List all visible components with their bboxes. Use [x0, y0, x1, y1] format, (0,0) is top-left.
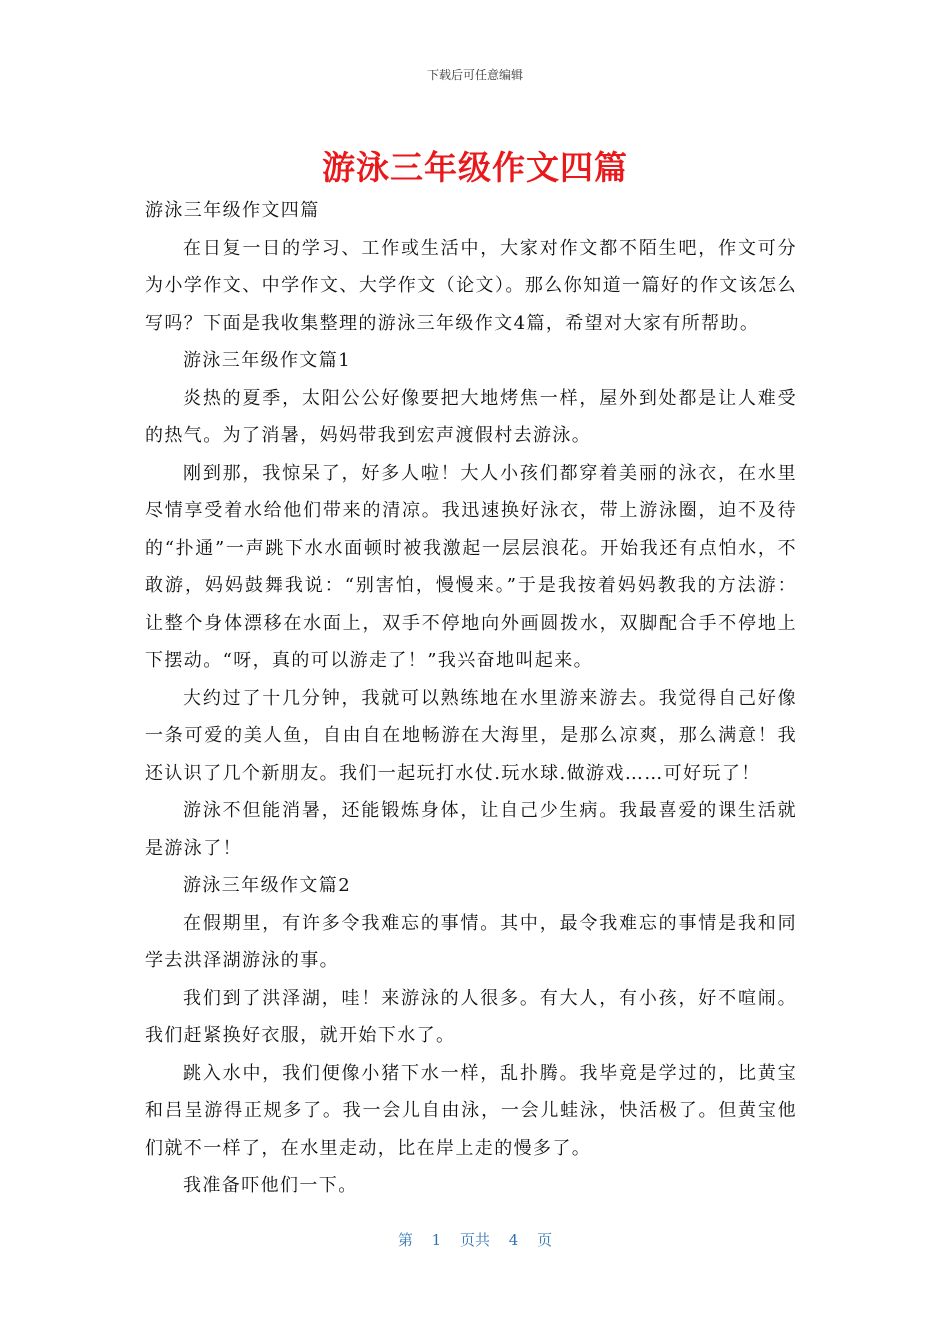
section-heading-2: 游泳三年级作文篇2: [183, 875, 352, 896]
paragraph-intro: 在日复一日的学习、工作或生活中，大家对作文都不陌生吧，作文可分为小学作文、中学作文、大学作文（论文）。那么你知道一篇好的作文该怎么写吗？下面是我收集整理的游泳三年级作文4篇，希望对大家有所帮助。: [145, 237, 797, 334]
header-note: 下载后可任意编辑: [426, 68, 523, 82]
paragraph: 游泳不但能消暑，还能锻炼身体，让自己少生病。我最喜爱的课生活就是游泳了！: [145, 800, 797, 859]
paragraph: 我们到了洪泽湖，哇！来游泳的人很多。有大人，有小孩，好不喧闹。我们赶紧换好衣服，就开始下水了。: [145, 987, 797, 1046]
paragraph: 我准备吓他们一下。: [183, 1175, 358, 1196]
paragraph-subtitle: 游泳三年级作文四篇: [145, 200, 320, 221]
paragraph: 炎热的夏季，太阳公公好像要把大地烤焦一样，屋外到处都是让人难受的热气。为了消暑，妈妈带我到宏声渡假村去游泳。: [145, 387, 797, 446]
section-heading-1: 游泳三年级作文篇1: [183, 350, 352, 371]
paragraph: 大约过了十几分钟，我就可以熟练地在水里游来游去。我觉得自己好像一条可爱的美人鱼，自由自在地畅游在大海里，是那么凉爽，那么满意！我还认识了几个新朋友。我们一起玩打水仗.玩水球.做游戏……可好玩了！: [145, 687, 797, 784]
paragraph: 跳入水中，我们便像小猪下水一样，乱扑腾。我毕竟是学过的，比黄宝和吕呈游得正规多了。我一会儿自由泳，一会儿蛙泳，快活极了。但黄宝他们就不一样了，在水里走动，比在岸上走的慢多了。: [145, 1062, 797, 1159]
paragraph: 刚到那，我惊呆了，好多人啦！大人小孩们都穿着美丽的泳衣，在水里尽情享受着水给他们带来的清凉。我迅速换好泳衣，带上游泳圈，迫不及待的“扑通”一声跳下水水面顿时被我激起一层层浪花。开始我还有点怕水，不敢游，妈妈鼓舞我说：“别害怕，慢慢来。”于是我按着妈妈教我的方法游：让整个身体漂移在水面上，双手不停地向外画圆拨水，双脚配合手不停地上下摆动。“呀，真的可以游走了！”我兴奋地叫起来。: [145, 462, 797, 671]
paragraph: 在假期里，有许多令我难忘的事情。其中，最令我难忘的事情是我和同学去洪泽湖游泳的事。: [145, 912, 797, 971]
page-number-footer: 第 1 页共 4 页: [397, 1231, 553, 1249]
document-title: 游泳三年级作文四篇: [322, 148, 628, 187]
document-body: [145, 192, 797, 1205]
